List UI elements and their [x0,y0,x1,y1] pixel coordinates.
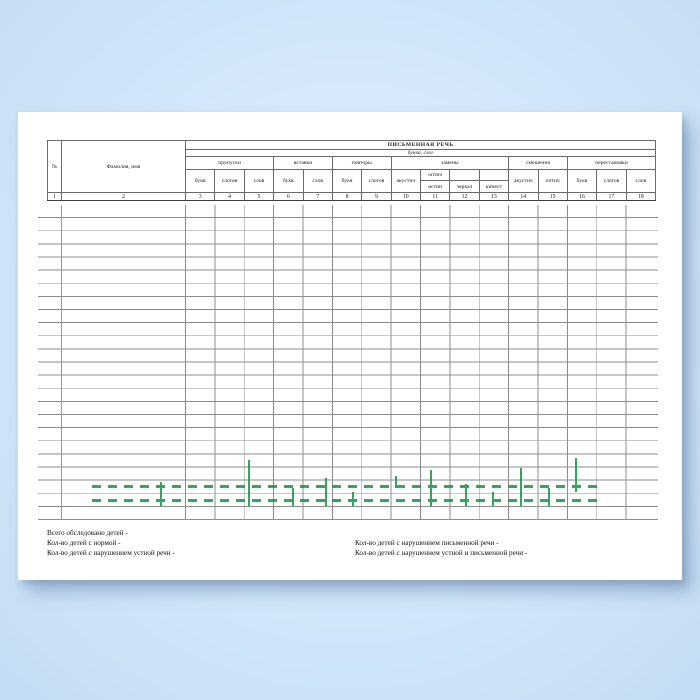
subcol-header-empty [450,170,479,181]
document-page [18,112,682,580]
group-header-mixings: смешения [509,157,568,170]
watermark-tick [292,488,294,506]
subcol-header: слов [244,170,273,193]
watermark-tick [430,470,432,506]
subcol-header: истин [421,181,450,193]
subcol-header: букв [274,170,303,193]
summary-line: Кол-во детей с нарушением устной и письменной речи - [355,549,528,557]
speech-exam-table [47,140,656,201]
subcol-header: акустич [391,170,420,193]
subcol-header: кинест [479,181,508,193]
table-title: ПИСЬМЕННАЯ РЕЧЬ [186,141,656,150]
column-number-row: 1 2 3 4 5 6 7 8 9 10 11 12 13 14 15 16 17 18 [48,193,656,201]
group-header-insertions: вставки [274,157,333,170]
watermark-dash-band [92,499,604,502]
summary-line: Всего обследовано детей - [47,529,128,537]
summary-line: Кол-во детей с нарушением устной речи - [47,549,175,557]
subcol-header: слов [303,170,332,193]
watermark-tick [160,482,162,506]
group-header-omissions: пропуски [186,157,274,170]
watermark-tick [492,492,494,506]
summary-right-block [355,538,527,558]
subcol-header: букв [567,170,596,193]
watermark-tick [548,488,550,506]
watermark-tick [465,484,467,506]
subcol-header: слогов [597,170,626,193]
summary-line: Кол-во детей с нормой - [47,539,121,547]
col-header-name: Фамилия, имя [62,141,186,193]
subcol-header: зеркал [450,181,479,193]
subcol-header: букв [332,170,361,193]
subcol-header: слогов [362,170,391,193]
watermark-tick [248,460,250,506]
table-subtitle: буква, слог [186,150,656,157]
watermark-tick [520,468,522,506]
green-watermark [88,458,604,508]
subcol-header: слов [626,170,656,193]
group-header-transpositions: перестановки [567,157,655,170]
watermark-tick [395,476,397,488]
subcol-header: слогов [215,170,244,193]
subcol-header: акустич [509,170,538,193]
subcol-header-empty [479,170,508,181]
subcol-header: оптич [421,170,450,181]
watermark-tick [352,492,354,506]
watermark-tick [325,478,327,506]
watermark-tick [575,458,577,492]
subcol-header: оптич [538,170,567,193]
watermark-dash-band [92,485,600,488]
group-header-substitutions: замены [391,157,509,170]
subcol-header: букв [186,170,215,193]
col-header-number: № [48,141,62,193]
summary-left-block [47,528,175,558]
group-header-repetitions: повторы [332,157,391,170]
summary-line: Кол-во детей с нарушением письменной речи - [355,539,499,547]
